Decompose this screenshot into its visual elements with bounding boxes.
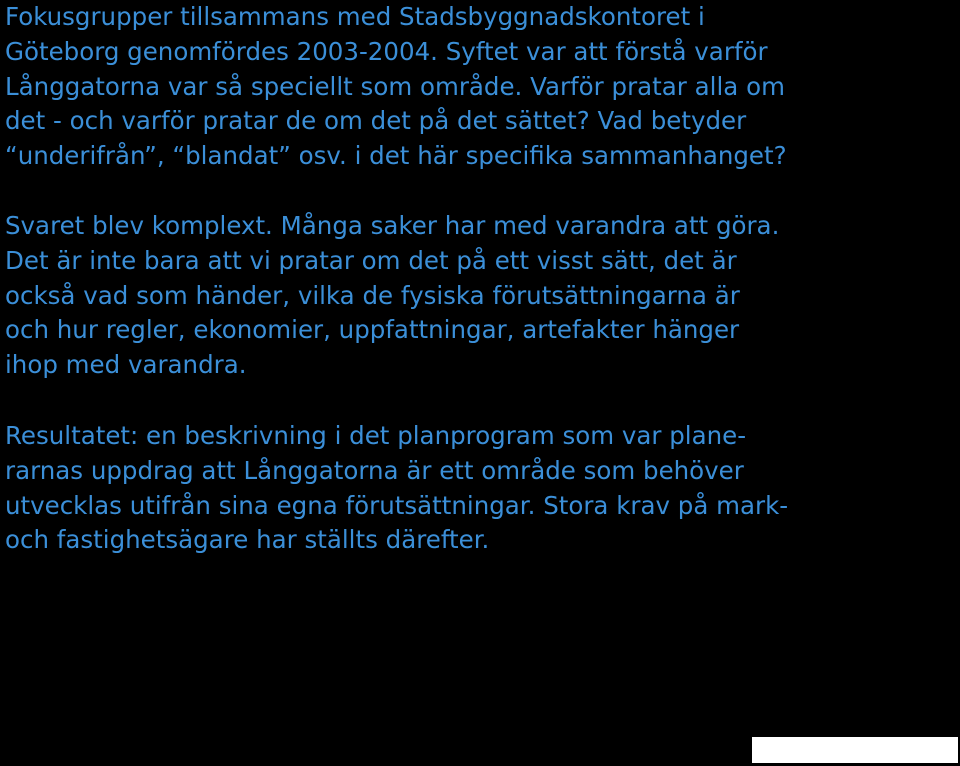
text-line: Fokusgrupper tillsammans med Stadsbyggnadskontoret i bbox=[5, 2, 705, 31]
text-line: Göteborg genomfördes 2003-2004. Syftet var att förstå varför bbox=[5, 36, 768, 66]
paragraph-result bbox=[5, 419, 945, 558]
text-line: “underifrån”, “blandat” osv. i det här specifika sammanhanget? bbox=[5, 141, 787, 171]
text-line: och fastighetsägare har ställts därefter. bbox=[5, 525, 490, 555]
text-line: och hur regler, ekonomier, uppfattningar, artefakter hänger bbox=[5, 315, 740, 345]
text-line: Det är inte bara att vi pratar om det på ett visst sätt, det är bbox=[5, 245, 737, 275]
text-line: också vad som händer, vilka de fysiska förutsättningarna är bbox=[5, 280, 740, 310]
text-line: ihop med varandra. bbox=[5, 350, 247, 380]
corner-white-box bbox=[752, 737, 958, 763]
text-line: Resultatet: en beskrivning i det planprogram som var plane- bbox=[5, 421, 747, 450]
paragraph-complex-answer bbox=[5, 209, 945, 383]
text-line: Långgatorna var så speciellt som område. Varför pratar alla om bbox=[5, 71, 785, 101]
paragraph-focus-groups bbox=[5, 0, 945, 174]
text-line: utvecklas utifrån sina egna förutsättningar. Stora krav på mark- bbox=[5, 490, 789, 520]
text-line: det - och varför pratar de om det på det sättet? Vad betyder bbox=[5, 106, 747, 136]
text-line: Svaret blev komplext. Många saker har med varandra att göra. bbox=[5, 211, 780, 240]
text-line: rarnas uppdrag att Långgatorna är ett område som behöver bbox=[5, 455, 744, 485]
